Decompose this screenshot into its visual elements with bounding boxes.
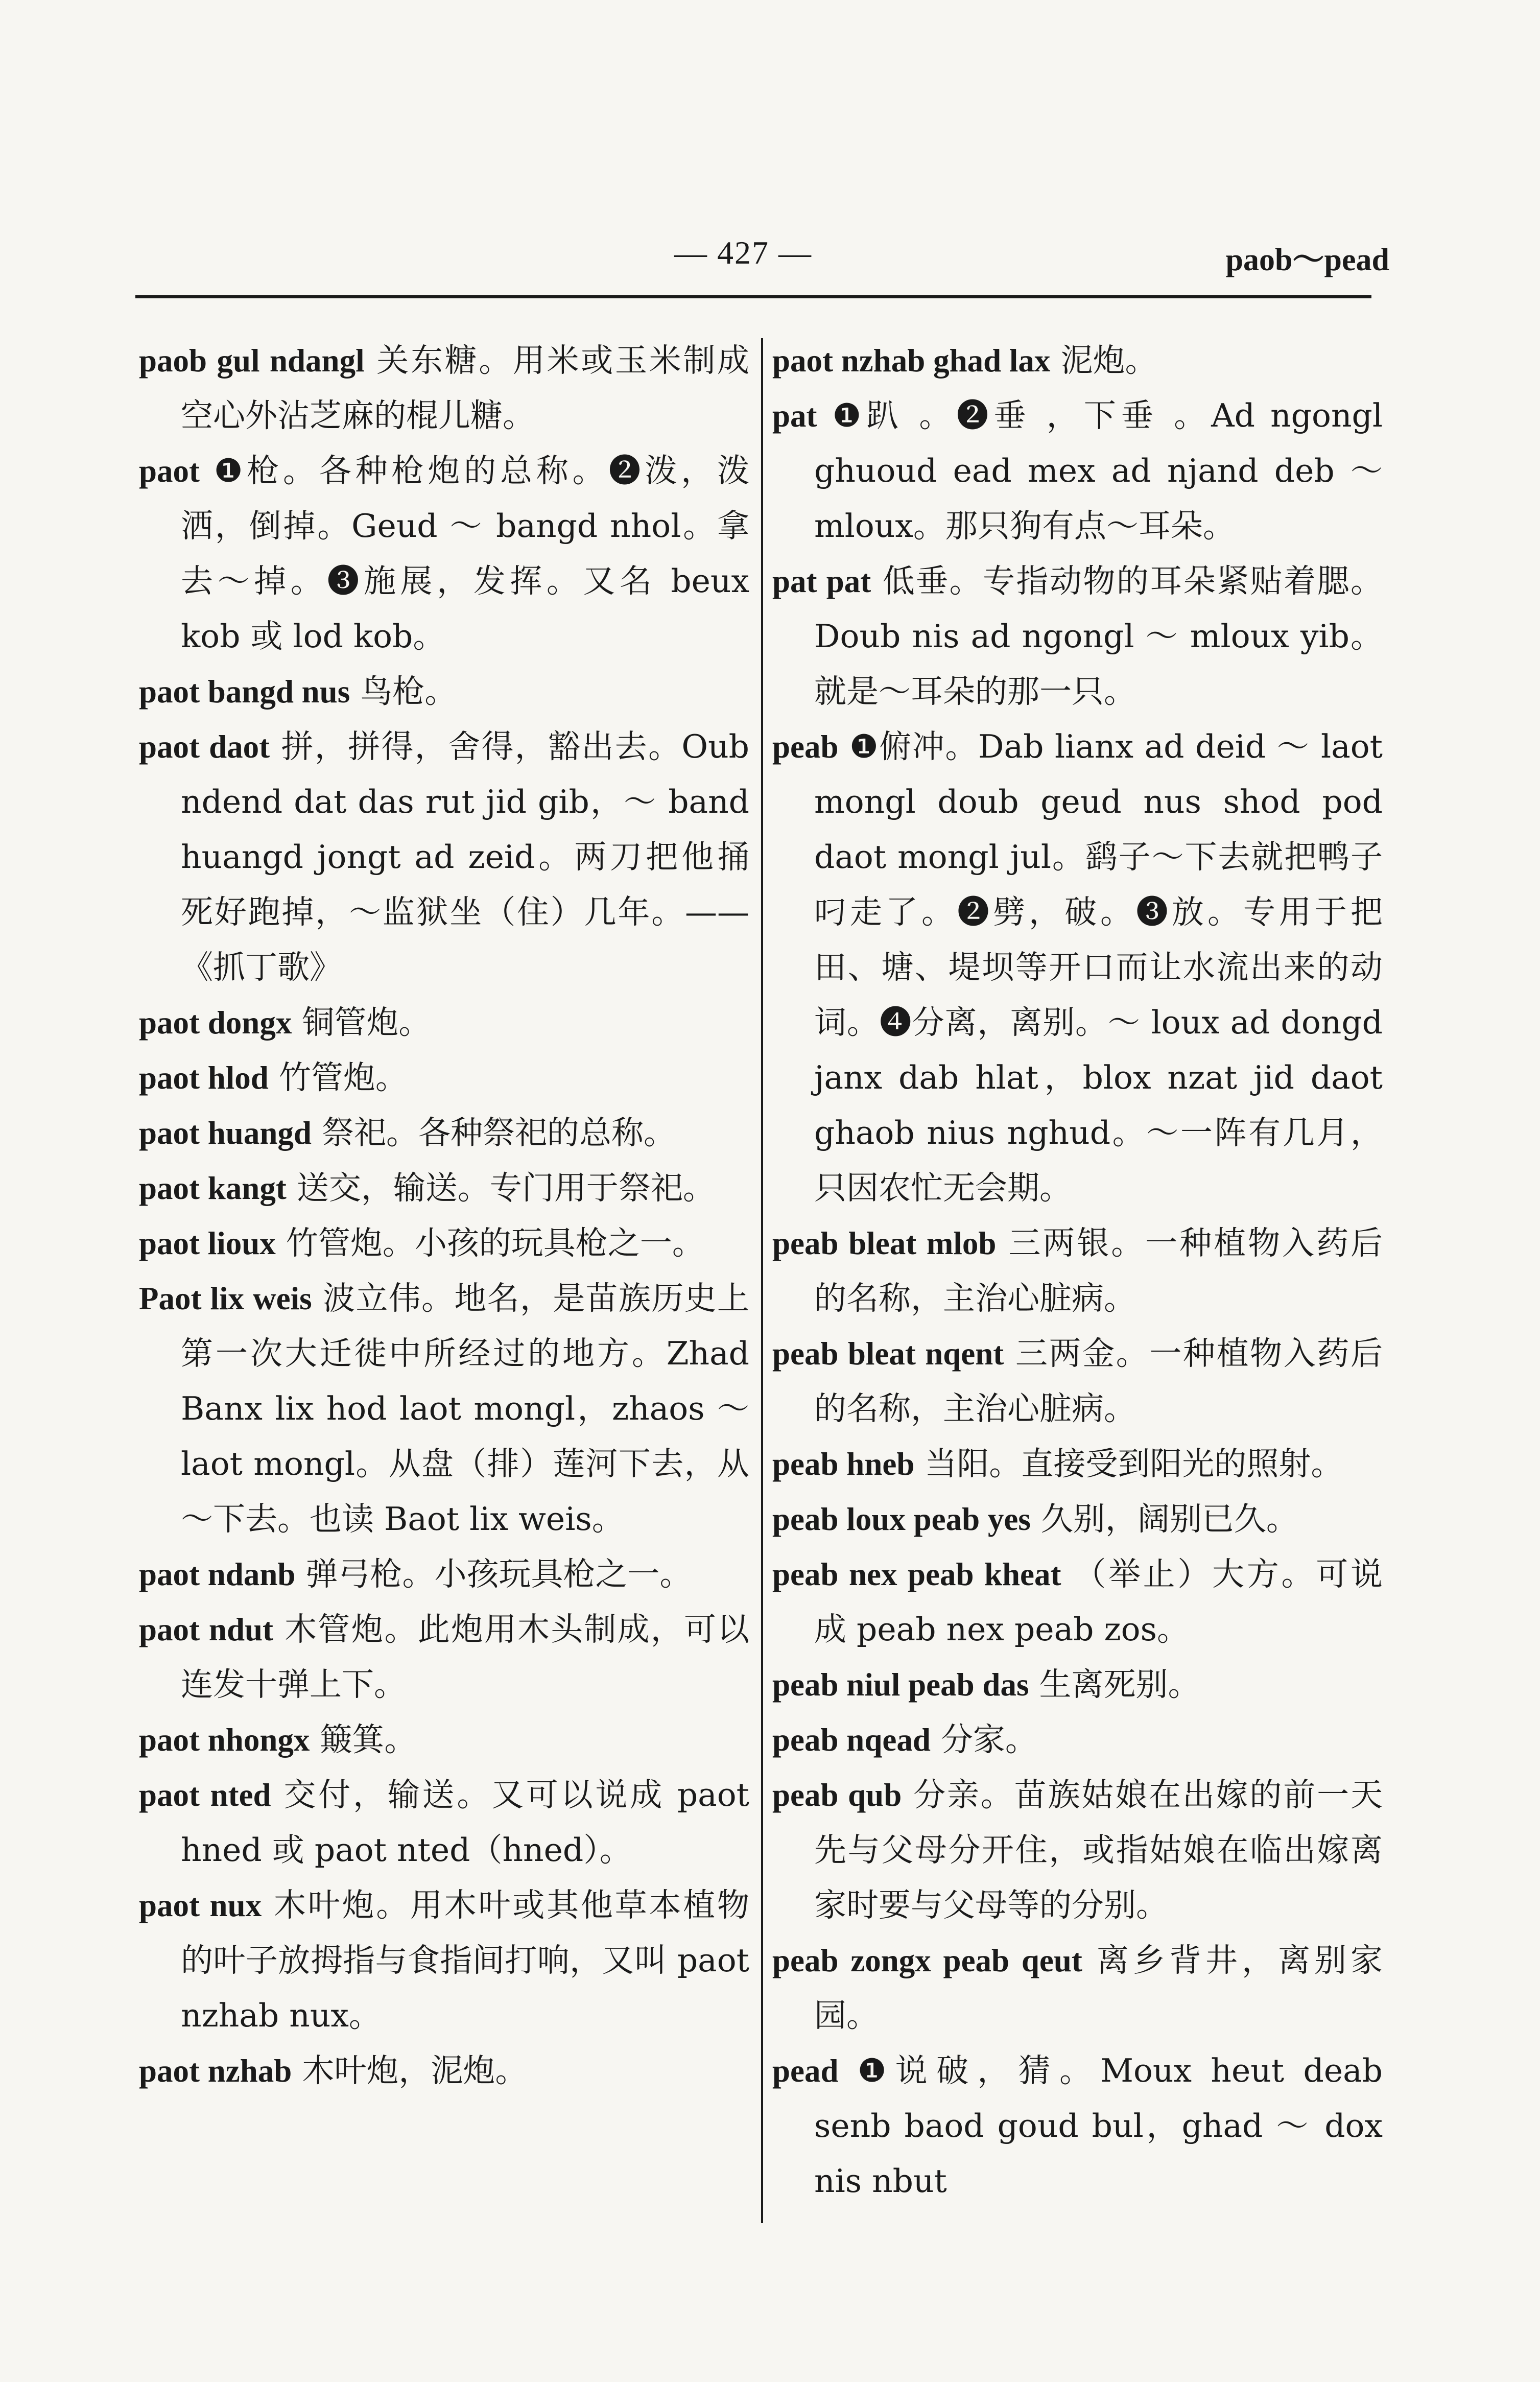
entry-definition: 波立伟。地名，是苗族历史上第一次大迁徙中所经过的地方。Zhad Banx lix hod laot mongl，zhaos ～ laot mongl。从盘（排）莲河下去，从～下去。也读 Baot lix weis。 <box>181 1280 750 1538</box>
entry-definition: 分亲。苗族姑娘在出嫁的前一天先与父母分开住，或指姑娘在临出嫁离家时要与父母等的分别。 <box>814 1776 1383 1924</box>
entry-headword: paot hlod <box>139 1060 269 1096</box>
entry-definition: ❶趴 。❷垂 ，下垂 。Ad ngongl ghuoud ead mex ad njand deb ～ mloux。那只狗有点～耳朵。 <box>814 397 1383 545</box>
entry-definition: 木叶炮。用木叶或其他草本植物的叶子放拇指与食指间打响，又叫 paot nzhab nux。 <box>181 1886 750 2034</box>
dictionary-entry <box>772 333 1383 388</box>
dictionary-entry <box>772 1767 1383 1933</box>
entry-headword: peab bleat nqent <box>772 1336 1004 1372</box>
entry-headword: paot nux <box>139 1888 262 1923</box>
entry-headword: paot nzhab ghad lax <box>772 343 1051 379</box>
entry-definition: 泥炮。 <box>1060 342 1157 379</box>
running-head: paob～pead <box>1225 243 1389 277</box>
entry-definition: 低垂。专指动物的耳朵紧贴着腮。Doub nis ad ngongl ～ mloux yib。就是～耳朵的那一只。 <box>814 562 1383 710</box>
entry-headword: pead <box>772 2053 839 2089</box>
entry-definition: ❶枪。各种枪炮的总称。❷泼，泼洒，倒掉。Geud ～ bangd nhol。拿去～掉。❸施展，发挥。又名 beux kob 或 lod kob。 <box>181 452 749 655</box>
entry-definition: 木叶炮，泥炮。 <box>302 2052 528 2089</box>
entry-headword: paot kangt <box>139 1170 287 1206</box>
dictionary-entry <box>139 664 749 719</box>
dictionary-entry <box>772 1547 1383 1657</box>
dictionary-entry <box>139 1767 749 1878</box>
entry-headword: peab <box>772 729 839 765</box>
dictionary-entry <box>139 1602 749 1712</box>
dictionary-entry <box>139 1271 749 1547</box>
dictionary-entry <box>772 1712 1383 1767</box>
entry-headword: paot huangd <box>139 1115 312 1151</box>
entry-definition: 三两金。一种植物入药后的名称，主治心脏病。 <box>814 1335 1383 1427</box>
dictionary-entry <box>772 1492 1383 1547</box>
entry-definition: 久别，阔别已久。 <box>1040 1500 1298 1538</box>
entry-definition: 拼，拼得，舍得，豁出去。Oub ndend dat das rut jid gib，～ band huangd jongt ad zeid。两刀把他捅死好跑掉，～监狱坐（住）几年。——《抓丁歌》 <box>181 728 749 986</box>
dictionary-entry <box>139 333 749 443</box>
dictionary-entry <box>139 1878 749 2043</box>
entry-headword: paot lioux <box>139 1225 276 1261</box>
entry-headword: Paot lix weis <box>139 1281 312 1316</box>
entry-definition: 离乡背井，离别家园。 <box>814 1942 1383 2034</box>
dictionary-entry <box>772 1436 1383 1492</box>
dictionary-entry <box>139 995 749 1050</box>
entry-definition: 竹管炮。 <box>278 1059 408 1096</box>
entry-definition: 分家。 <box>940 1721 1037 1758</box>
entry-definition: 送交，输送。专门用于祭祀。 <box>296 1169 715 1207</box>
entry-headword: paot nted <box>139 1777 271 1813</box>
entry-headword: paot bangd nus <box>139 674 350 710</box>
header-rule <box>135 295 1371 298</box>
entry-definition: 生离死别。 <box>1039 1666 1200 1703</box>
dictionary-entry <box>139 1105 749 1161</box>
entry-headword: peab bleat mlob <box>772 1225 997 1261</box>
dictionary-entry <box>139 2043 749 2098</box>
entry-definition: 弹弓枪。小孩玩具枪之一。 <box>305 1555 692 1593</box>
left-column <box>139 333 749 2098</box>
entry-definition: （举止）大方。可说成 peab nex peab zos。 <box>814 1555 1383 1648</box>
entry-definition: ❶说破，猜。Moux heut deab senb baod goud bul，ghad ～ dox nis nbut <box>814 2052 1383 2200</box>
entry-definition: 竹管炮。小孩的玩具枪之一。 <box>286 1224 704 1262</box>
entry-definition: 当阳。直接受到阳光的照射。 <box>925 1445 1343 1482</box>
entry-headword: peab hneb <box>772 1446 915 1482</box>
dictionary-entry <box>139 443 749 664</box>
entry-definition: 铜管炮。 <box>302 1004 431 1041</box>
entry-headword: paot <box>139 453 200 489</box>
entry-headword: pat pat <box>772 563 871 599</box>
entry-headword: paob gul ndangl <box>139 343 365 379</box>
entry-headword: peab niul peab das <box>772 1667 1029 1703</box>
dictionary-entry <box>772 1326 1383 1436</box>
column-divider <box>761 338 763 2223</box>
dictionary-entry <box>772 2043 1383 2209</box>
dictionary-entry <box>772 1657 1383 1712</box>
dictionary-entry <box>772 719 1383 1216</box>
dictionary-entry <box>772 388 1383 554</box>
entry-definition: 鸟枪。 <box>360 673 457 710</box>
entry-headword: paot daot <box>139 729 270 765</box>
dictionary-entry <box>772 554 1383 719</box>
page-number: — 427 — <box>674 234 812 271</box>
entry-definition: 簸箕。 <box>320 1721 417 1758</box>
entry-definition: 木管炮。此炮用木头制成，可以连发十弹上下。 <box>181 1611 749 1703</box>
entry-headword: paot nhongx <box>139 1722 310 1758</box>
entry-headword: paot ndut <box>139 1612 273 1647</box>
dictionary-entry <box>772 1933 1383 2043</box>
entry-headword: peab nqead <box>772 1722 931 1758</box>
entry-headword: pat <box>772 398 817 434</box>
entry-definition: 祭祀。各种祭祀的总称。 <box>321 1114 676 1151</box>
dictionary-entry <box>139 1216 749 1271</box>
entry-headword: paot dongx <box>139 1005 292 1041</box>
entry-headword: peab loux peab yes <box>772 1501 1031 1537</box>
dictionary-entry <box>139 1161 749 1216</box>
entry-headword: peab nex peab kheat <box>772 1556 1061 1592</box>
entry-headword: paot nzhab <box>139 2053 292 2089</box>
entry-headword: peab zongx peab qeut <box>772 1943 1082 1978</box>
entry-headword: paot ndanb <box>139 1556 296 1592</box>
entry-definition: 关东糖。用米或玉米制成空心外沾芝麻的棍儿糖。 <box>181 342 749 434</box>
dictionary-entry <box>139 1050 749 1105</box>
dictionary-entry <box>772 1216 1383 1326</box>
entry-definition: ❶俯冲。Dab lianx ad deid ～ laot mongl doub geud nus shod pod daot mongl jul。鹞子～下去就把鸭子叼走了。❷劈，破。❸放。专用于把田、塘、堤坝等开口而让水流出来的动词。❹分离，离别。～ loux ad dongd janx dab hlat，blox nzat jid daot ghaob nius nghud。～一阵有几月，只因农忙无会期。 <box>814 728 1383 1207</box>
dictionary-entry <box>139 1547 749 1602</box>
dictionary-entry <box>139 719 749 995</box>
entry-headword: peab qub <box>772 1777 902 1813</box>
entry-definition: 交付，输送。又可以说成 paot hned 或 paot nted（hned）。 <box>181 1776 749 1869</box>
entry-definition: 三两银。一种植物入药后的名称，主治心脏病。 <box>814 1224 1383 1317</box>
right-column <box>772 333 1383 2209</box>
dictionary-entry <box>139 1712 749 1767</box>
